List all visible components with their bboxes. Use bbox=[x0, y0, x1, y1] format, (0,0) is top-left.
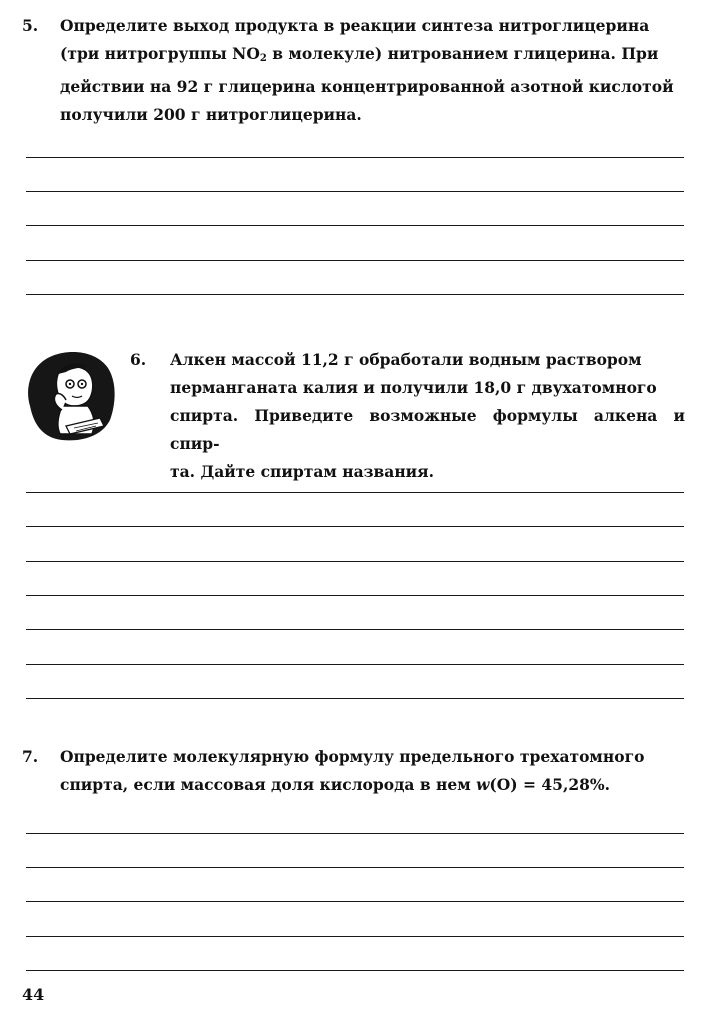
answer-line[interactable] bbox=[26, 936, 684, 937]
answer-line[interactable] bbox=[26, 260, 684, 261]
answer-line[interactable] bbox=[26, 901, 684, 902]
answer-line[interactable] bbox=[26, 561, 684, 562]
task-6-line-4: та. Дайте спиртам названия. bbox=[170, 462, 435, 481]
task-5-line-2b: в молекуле) нитрованием глицерина. При bbox=[266, 44, 659, 63]
answer-line[interactable] bbox=[26, 595, 684, 596]
answer-line[interactable] bbox=[26, 867, 684, 868]
task-5-subscript: 2 bbox=[259, 53, 267, 64]
answer-line[interactable] bbox=[26, 664, 684, 665]
answer-line[interactable] bbox=[26, 833, 684, 834]
answer-line[interactable] bbox=[26, 629, 684, 630]
page-number: 44 bbox=[22, 985, 45, 1004]
task-5-line-4: получили 200 г нитроглицерина. bbox=[60, 105, 362, 124]
task-5-line-3: действии на 92 г глицерина концентрированной азотной кислотой bbox=[60, 77, 674, 96]
task-6-line-1: Алкен массой 11,2 г обработали водным раствором bbox=[170, 350, 642, 369]
task-6-number: 6. bbox=[130, 350, 147, 369]
thinking-student-illustration bbox=[22, 346, 120, 444]
answer-line[interactable] bbox=[26, 970, 684, 971]
task-7-w-symbol: w bbox=[476, 775, 490, 794]
answer-line[interactable] bbox=[26, 157, 684, 158]
task-5-text bbox=[60, 12, 685, 129]
answer-line[interactable] bbox=[26, 191, 684, 192]
task-7-line-2a: спирта, если массовая доля кислорода в нем bbox=[60, 775, 477, 794]
task-6-line-3: спирта. Приведите возможные формулы алкена и спир- bbox=[170, 406, 685, 453]
answer-line[interactable] bbox=[26, 492, 684, 493]
task-5-line-1: Определите выход продукта в реакции синтеза нитроглицерина bbox=[60, 16, 650, 35]
answer-line[interactable] bbox=[26, 698, 684, 699]
answer-line[interactable] bbox=[26, 526, 684, 527]
answer-line[interactable] bbox=[26, 294, 684, 295]
task-6-text bbox=[170, 346, 685, 486]
task-5-line-2a: (три нитрогруппы NO bbox=[60, 44, 260, 63]
task-7-line-1: Определите молекулярную формулу предельного трехатомного bbox=[60, 747, 645, 766]
task-7-line-2b: (O) = 45,28%. bbox=[489, 775, 611, 794]
task-6-line-2: перманганата калия и получили 18,0 г двухатомного bbox=[170, 378, 657, 397]
task-5-number: 5. bbox=[22, 16, 39, 35]
task-7-text bbox=[60, 743, 685, 799]
task-7-number: 7. bbox=[22, 747, 39, 766]
answer-line[interactable] bbox=[26, 225, 684, 226]
